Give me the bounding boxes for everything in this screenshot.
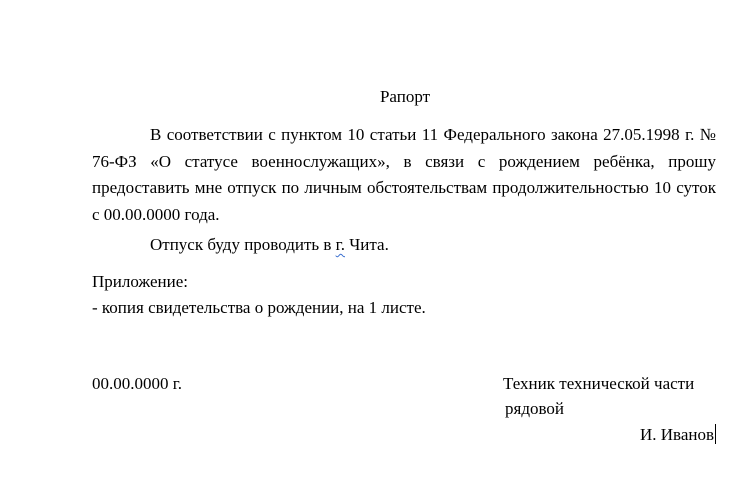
signature-position: Техник технической части	[503, 374, 695, 393]
attachment-heading: Приложение:	[92, 272, 188, 291]
signature-name-line	[640, 424, 716, 446]
text-cursor	[715, 424, 716, 444]
signature-date: 00.00.0000 г.	[92, 374, 183, 393]
vacation-text-before: Отпуск буду проводить в	[150, 235, 336, 254]
attachment-item: - копия свидетельства о рождении, на 1 листе.	[92, 298, 426, 317]
vacation-location-line	[150, 234, 389, 256]
request-paragraph-text: В соответствии с пунктом 10 статьи 11 Федерального закона 27.05.1998 г. № 76-ФЗ «О статусе военнослужащих», в связи с рождением ребёнка, прошу предоставить мне отпуск по личным обстоятельствам продолжительностью 10 суток с 00.00.0000 года.	[92, 125, 716, 224]
vacation-text-after: Чита.	[344, 235, 389, 254]
spellcheck-flagged-word[interactable]: г.	[335, 235, 345, 254]
signature-name: И. Иванов	[639, 425, 714, 444]
request-paragraph	[92, 122, 716, 228]
document-title: Рапорт	[379, 87, 431, 106]
signature-rank: рядовой	[505, 399, 564, 418]
